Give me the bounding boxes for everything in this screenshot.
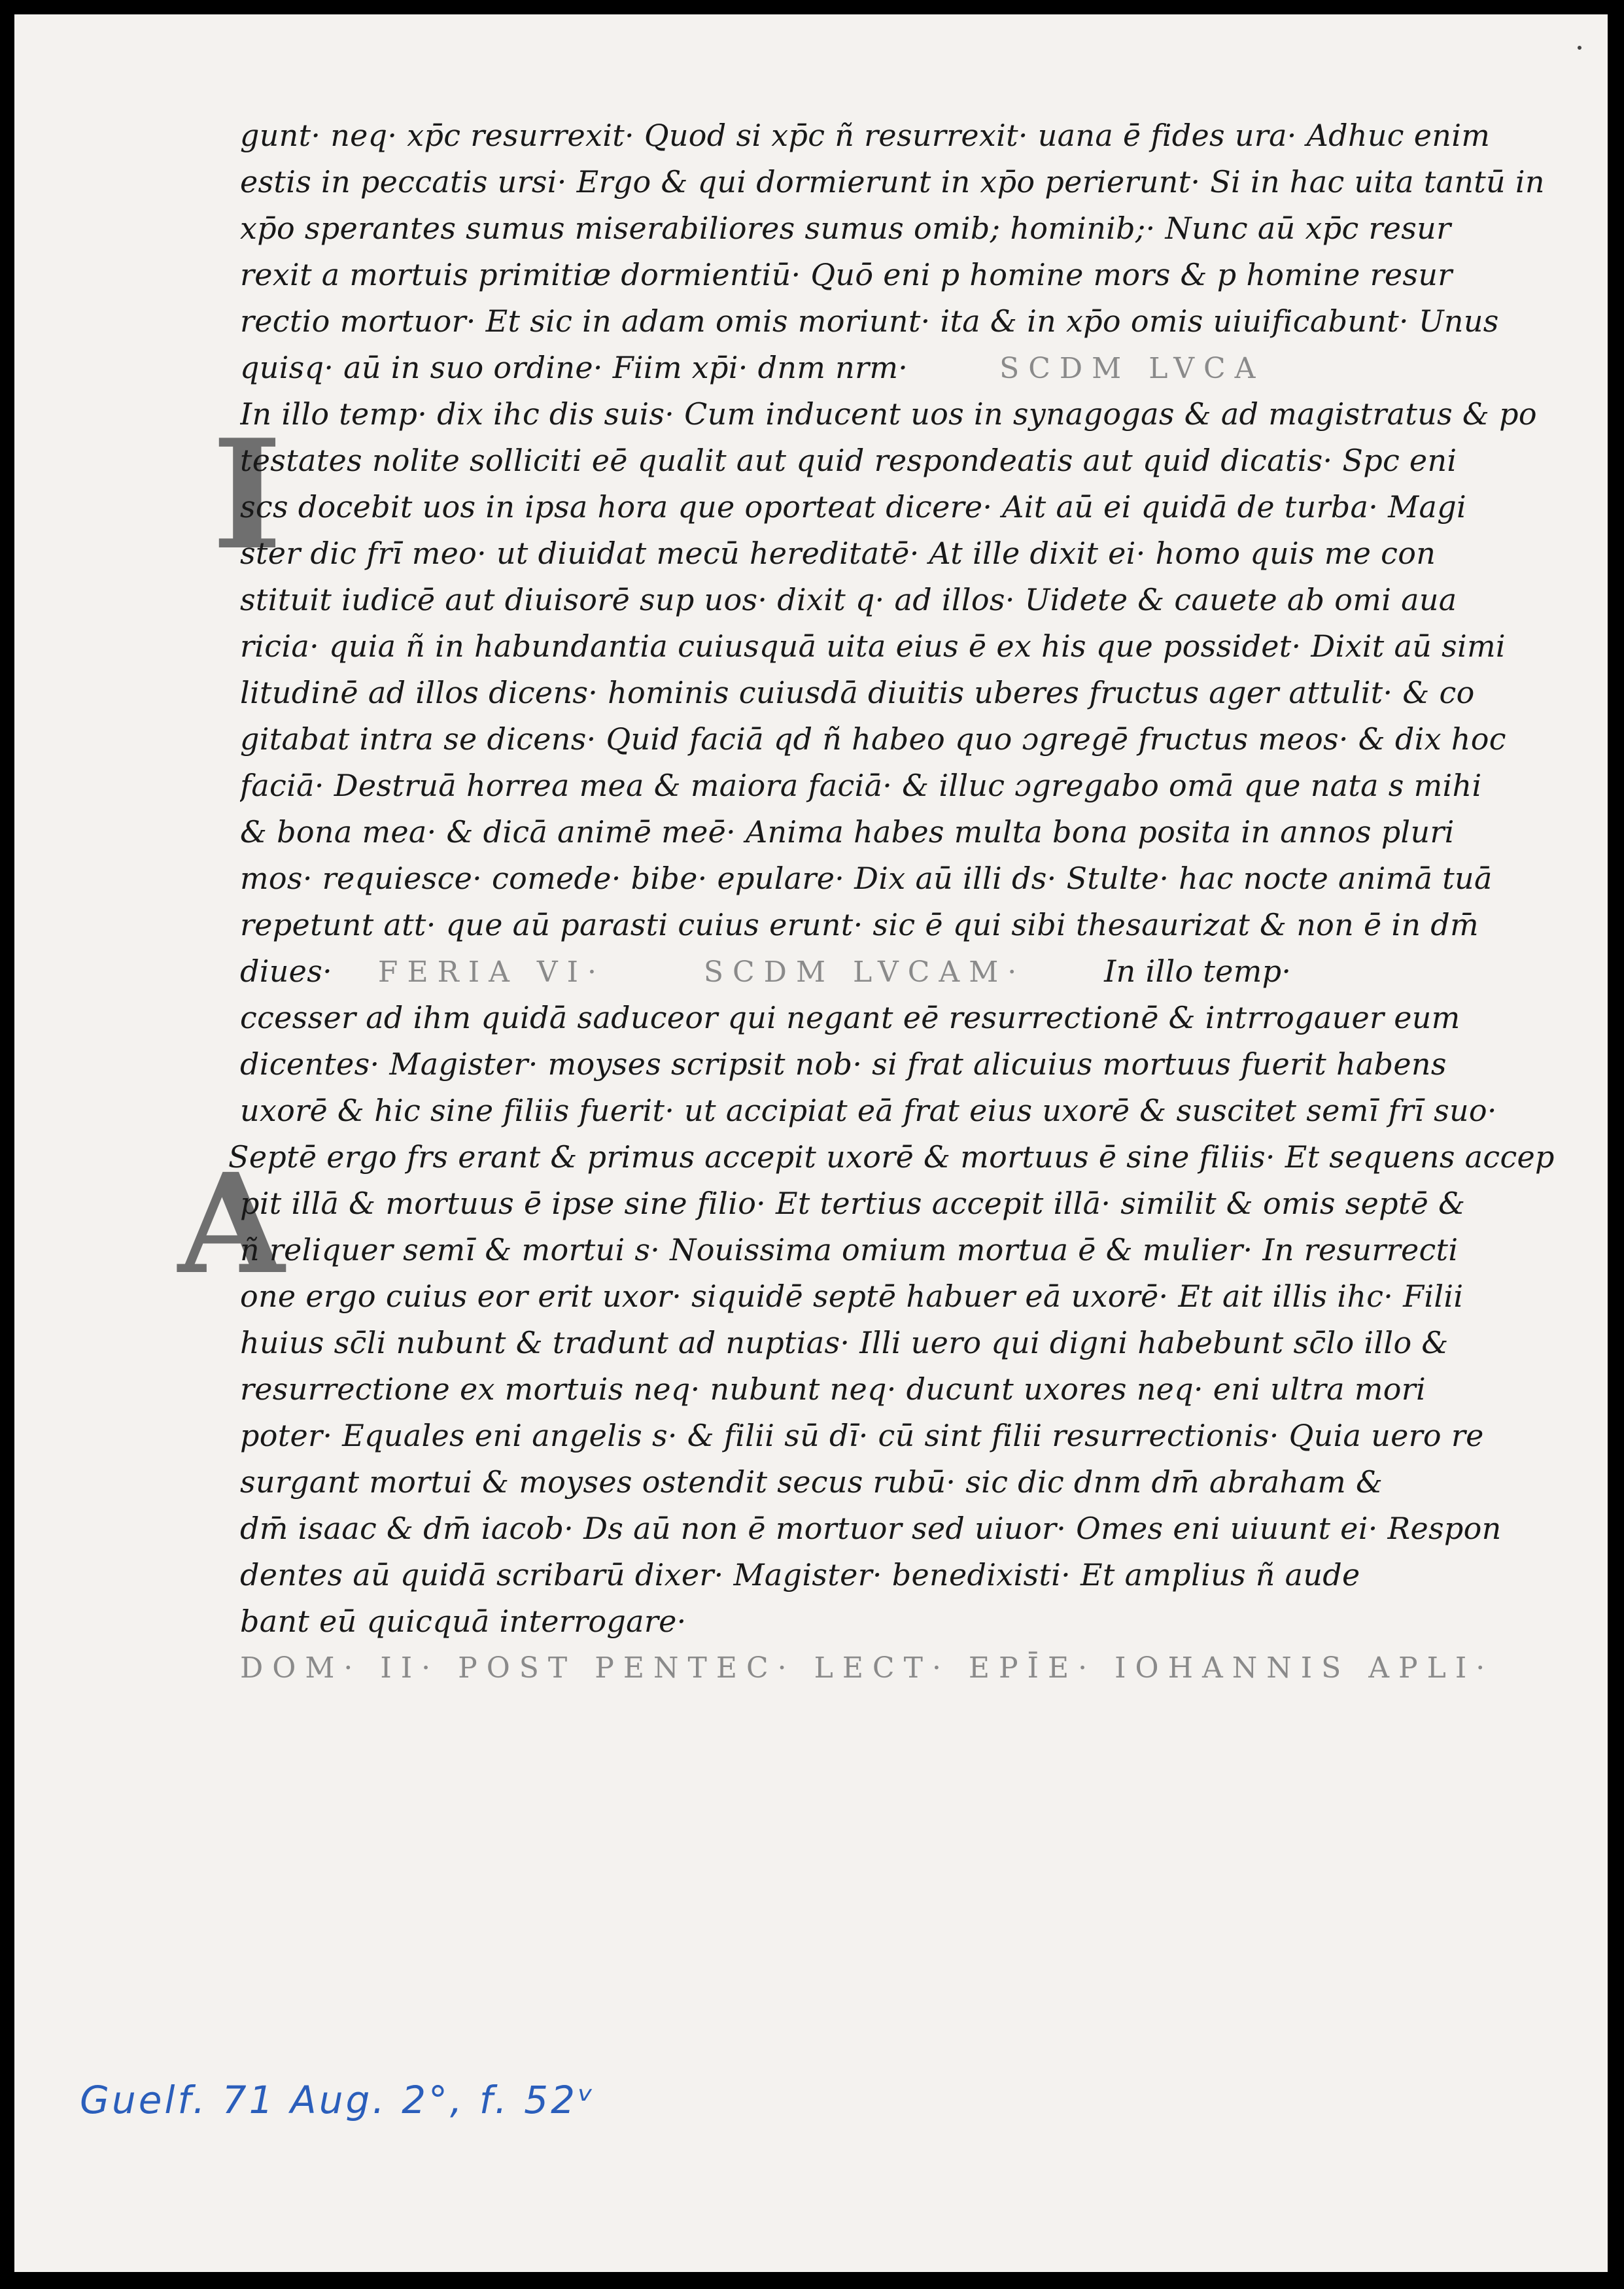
text-line: poter· Equales eni angelis s· & filii sū dī· cū sint filii resurrectionis· Quia uero re <box>240 1418 1484 1453</box>
text-fragment: diues· <box>240 954 333 989</box>
text-line: mos· requiesce· comede· bibe· epulare· Dix aū illi ds· Stulte· hac nocte animā tuā <box>240 861 1493 896</box>
text-line: In illo temp· dix ihc dis suis· Cum inducent uos in synagogas & ad magistratus & po <box>240 396 1537 432</box>
rubric-heading: SCDM LVCAM· <box>703 955 1026 989</box>
decorated-initial-a: A <box>178 1143 285 1305</box>
text-line: uxorē & hic sine filiis fuerit· ut accipiat eā frat eius uxorē & suscitet semī frī suo· <box>240 1093 1497 1128</box>
text-line: rectio mortuor· Et sic in adam omis moriunt· ita & in xp̄o omis uiuificabunt· Unus <box>240 303 1499 339</box>
text-line-with-heading <box>240 345 1574 391</box>
text-line: gitabat intra se dicens· Quid faciā qd ñ habeo quo ɔgregē fructus meos· & dix hoc <box>240 721 1506 757</box>
text-fragment: In illo temp· <box>1104 954 1292 989</box>
text-line: testates nolite solliciti eē qualit aut quid respondeatis aut quid dicatis· Spc eni <box>240 443 1457 478</box>
text-line: repetunt att· que aū parasti cuius erunt· sic ē qui sibi thesaurizat & non ē in dm̄ <box>240 907 1479 942</box>
text-line: huius sc̄li nubunt & tradunt ad nuptias· Illi uero qui digni habebunt sc̄lo illo & <box>240 1325 1449 1360</box>
text-line: rexit a mortuis primitiæ dormientiū· Quō eni p homine mors & p homine resur <box>240 257 1453 292</box>
text-line: xp̄o sperantes sumus miserabiliores sumus omib; hominib;· Nunc aū xp̄c resur <box>240 211 1451 246</box>
text-line: ricia· quia ñ in habundantia cuiusquā uita eius ē ex his que possidet· Dixit aū simi <box>240 628 1506 664</box>
manuscript-page <box>14 14 1608 2272</box>
text-line: ster dic frī meo· ut diuidat mecū hereditatē· At ille dixit ei· homo quis me con <box>240 536 1436 571</box>
text-line: scs docebit uos in ipsa hora que oporteat dicere· Ait aū ei quidā de turba· Magi <box>240 489 1466 525</box>
decorated-initial-i: I <box>212 407 283 583</box>
text-line-with-heading <box>240 948 1574 995</box>
text-line: litudinē ad illos dicens· hominis cuiusdā diuitis uberes fructus ager attulit· & co <box>240 675 1475 710</box>
text-line: surgant mortui & moyses ostendit secus rubū· sic dic dnm dm̄ abraham & <box>240 1464 1383 1500</box>
text-line: ccesser ad ihm quidā saduceor qui negant eē resurrectionē & intrrogauer eum <box>240 1000 1460 1035</box>
shelfmark-annotation: Guelf. 71 Aug. 2°, f. 52ᵛ <box>80 2078 596 2122</box>
text-fragment: quisq· aū in suo ordine· Fiim xp̄i· dnm nrm· <box>240 350 908 385</box>
manuscript-text <box>228 112 1574 1691</box>
text-line: dm̄ isaac & dm̄ iacob· Ds aū non ē mortuor sed uiuor· Omes eni uiuunt ei· Respon <box>240 1511 1502 1546</box>
text-line: resurrectione ex mortuis neq· nubunt neq· ducunt uxores neq· eni ultra mori <box>240 1371 1426 1407</box>
text-line: ñ reliquer semī & mortui s· Nouissima omium mortua ē & mulier· In resurrecti <box>240 1232 1459 1267</box>
text-line: gunt· neq· xp̄c resurrexit· Quod si xp̄c ñ resurrexit· uana ē fides ura· Adhuc enim <box>240 118 1491 153</box>
text-line: dicentes· Magister· moyses scripsit nob· si frat alicuius mortuus fuerit habens <box>240 1046 1447 1082</box>
rubric-heading: FERIA VI· <box>377 955 606 989</box>
text-line: pit illā & mortuus ē ipse sine filio· Et tertius accepit illā· similit & omis septē & <box>240 1186 1466 1221</box>
rubric-heading: SCDM LVCA <box>999 352 1265 385</box>
text-line: faciā· Destruā horrea mea & maiora faciā· & illuc ɔgregabo omā que nata s mihi <box>240 768 1482 803</box>
text-line: one ergo cuius eor erit uxor· siquidē septē habuer eā uxorē· Et ait illis ihc· Filii <box>240 1279 1464 1314</box>
ink-speck <box>1578 46 1581 50</box>
text-line: Septē ergo frs erant & primus accepit uxorē & mortuus ē sine filiis· Et sequens accep <box>228 1139 1555 1175</box>
text-line: dentes aū quidā scribarū dixer· Magister· benedixisti· Et amplius ñ aude <box>240 1557 1360 1592</box>
text-line: bant eū quicquā interrogare· <box>240 1604 687 1639</box>
rubric-heading-final: DOM· II· POST PENTEC· LECT· EPĪE· IOHANNIS APLI· <box>240 1651 1494 1685</box>
text-line: estis in peccatis ursi· Ergo & qui dormierunt in xp̄o perierunt· Si in hac uita tantū in <box>240 164 1545 199</box>
text-line: stituit iudicē aut diuisorē sup uos· dixit q· ad illos· Uidete & cauete ab omi aua <box>240 582 1457 617</box>
text-line: & bona mea· & dicā animē meē· Anima habes multa bona posita in annos pluri <box>240 814 1455 850</box>
